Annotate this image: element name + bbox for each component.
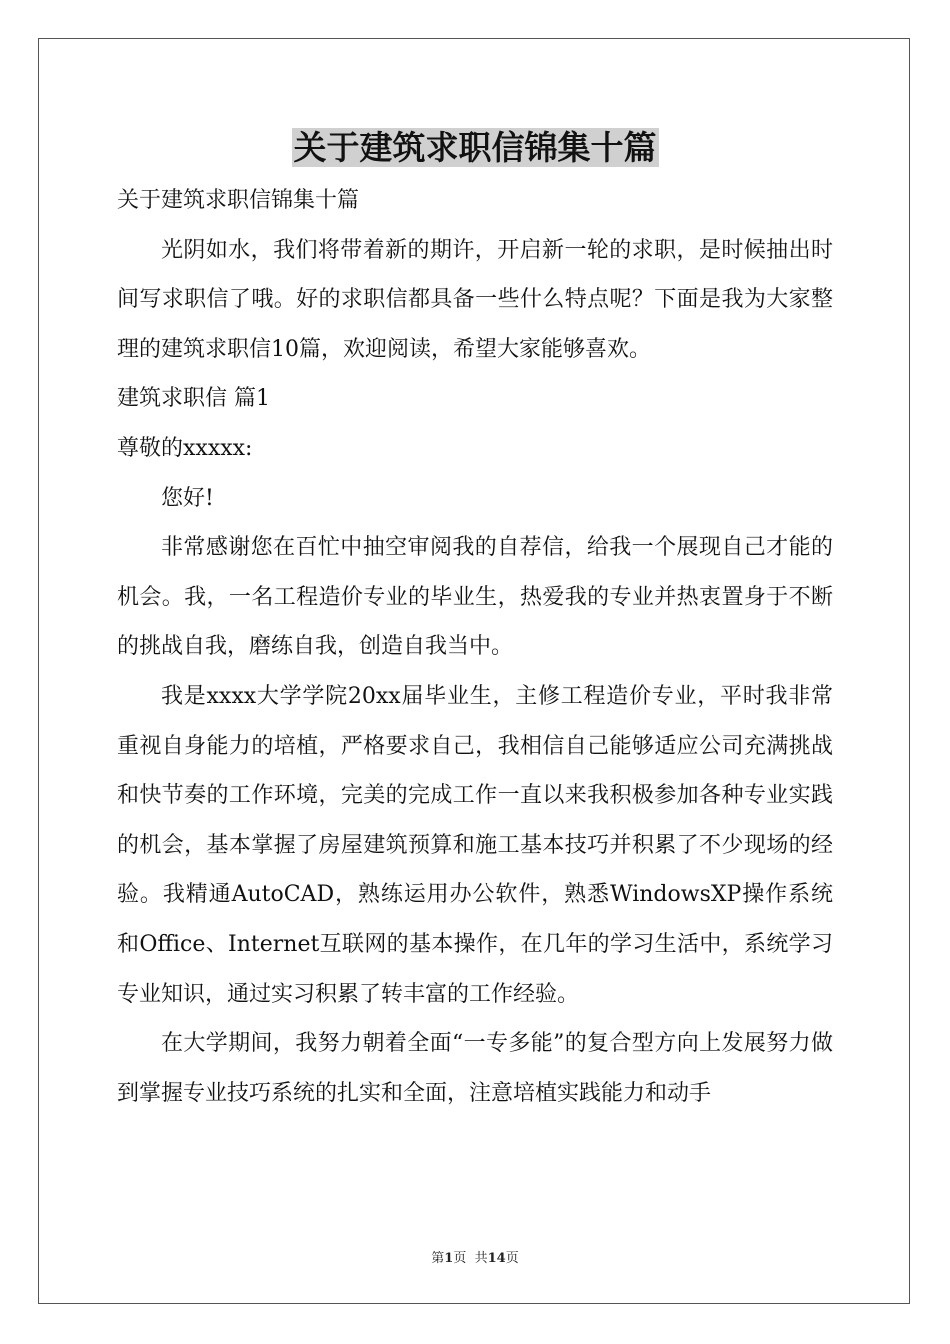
page-number-total: 14 bbox=[487, 1251, 506, 1266]
document-title-text: 关于建筑求职信锦集十篇 bbox=[293, 128, 657, 167]
page-number-suffix: 页 bbox=[505, 1251, 519, 1266]
document-body bbox=[117, 176, 833, 1118]
page-number-current: 1 bbox=[444, 1251, 454, 1266]
paragraph: 关于建筑求职信锦集十篇 bbox=[117, 188, 360, 213]
paragraph: 光阴如水，我们将带着新的期许，开启新一轮的求职，是时候抽出时间写求职信了哦。好的求职信都具备一些什么特点呢？下面是我为大家整理的建筑求职信10篇，欢迎阅读，希望大家能够喜欢。 bbox=[117, 237, 833, 362]
paragraph: 我是xxxx大学学院20xx届毕业生，主修工程造价专业，平时我非常重视自身能力的培植，严格要求自己，我相信自己能够适应公司充满挑战和快节奏的工作环境，完美的完成工作一直以来我积极参加各种专业实践的机会，基本掌握了房屋建筑预算和施工基本技巧并积累了不少现场的经验。我精通AutoCAD，熟练运用办公软件，熟悉WindowsXP操作系统和Office、Internet互联网的基本操作，在几年的学习生活中，系统学习专业知识，通过实习积累了转丰富的工作经验。 bbox=[117, 683, 833, 1007]
document-title bbox=[0, 126, 950, 170]
page-footer bbox=[0, 1247, 950, 1266]
paragraph: 在大学期间，我努力朝着全面“一专多能”的复合型方向上发展努力做到掌握专业技巧系统的扎实和全面，注意培植实践能力和动手 bbox=[117, 1031, 833, 1106]
section-heading: 建筑求职信 篇1 bbox=[117, 386, 270, 412]
paragraph: 非常感谢您在百忙中抽空审阅我的自荐信，给我一个展现自己才能的机会。我，一名工程造价专业的毕业生，热爱我的专业并热衷置身于不断的挑战自我，磨练自我，创造自我当中。 bbox=[117, 535, 833, 660]
page-number-prefix: 第 bbox=[431, 1251, 445, 1266]
salutation: 尊敬的xxxxx: bbox=[117, 435, 253, 461]
greeting: 您好! bbox=[161, 485, 214, 511]
page-number-mid: 页 共 bbox=[453, 1251, 488, 1266]
